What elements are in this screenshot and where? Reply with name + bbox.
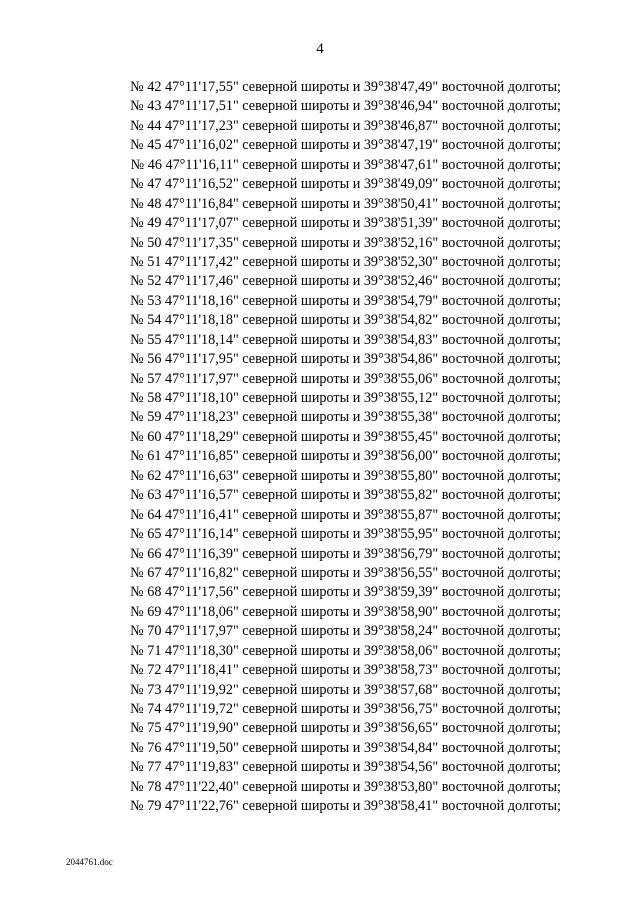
coordinate-text: № 64 47°11'16,41" северной широты и 39°38'55,87" восточной долготы;: [130, 506, 561, 523]
coordinate-line: [0, 486, 640, 505]
coordinate-line: [0, 739, 640, 758]
coordinate-line: [0, 681, 640, 700]
coordinate-line: [0, 778, 640, 797]
coordinate-text: № 42 47°11'17,55" северной широты и 39°38'47,49" восточной долготы;: [130, 79, 561, 95]
coordinate-text: № 60 47°11'18,29" северной широты и 39°38'55,45" восточной долготы;: [130, 428, 561, 445]
coordinate-text: № 79 47°11'22,76" северной широты и 39°38'58,41" восточной долготы;: [130, 798, 561, 815]
coordinate-line: [0, 78, 640, 97]
coordinate-text: № 69 47°11'18,06" северной широты и 39°38'58,90" восточной долготы;: [130, 603, 561, 620]
coordinate-text: № 66 47°11'16,39" северной широты и 39°38'56,79" восточной долготы;: [130, 545, 561, 562]
coordinate-text: № 55 47°11'18,14" северной широты и 39°38'54,83" восточной долготы;: [130, 331, 561, 348]
coordinate-line: [0, 253, 640, 272]
coordinate-text: № 51 47°11'17,42" северной широты и 39°38'52,30" восточной долготы;: [130, 253, 561, 270]
coordinate-line: [0, 408, 640, 427]
coordinate-line: [0, 545, 640, 564]
coordinate-text: № 73 47°11'19,92" северной широты и 39°38'57,68" восточной долготы;: [130, 681, 561, 698]
coordinate-text: № 57 47°11'17,97" северной широты и 39°38'55,06" восточной долготы;: [130, 370, 561, 387]
coordinate-list: [0, 78, 640, 817]
coordinate-text: № 46 47°11'16,11" северной широты и 39°38'47,61" восточной долготы;: [130, 156, 561, 173]
coordinate-line: [0, 428, 640, 447]
coordinate-line: [0, 234, 640, 253]
coordinate-text: № 47 47°11'16,52" северной широты и 39°38'49,09" восточной долготы;: [130, 176, 561, 193]
coordinate-text: № 77 47°11'19,83" северной широты и 39°38'54,56" восточной долготы;: [130, 759, 561, 776]
coordinate-line: [0, 331, 640, 350]
coordinate-text: № 43 47°11'17,51" северной широты и 39°38'46,94" восточной долготы;: [130, 98, 561, 115]
coordinate-line: [0, 661, 640, 680]
page-number: 4: [316, 41, 324, 57]
coordinate-line: [0, 642, 640, 661]
coordinate-text: № 70 47°11'17,97" северной широты и 39°38'58,24" восточной долготы;: [130, 623, 561, 640]
coordinate-line: [0, 467, 640, 486]
coordinate-line: [0, 311, 640, 330]
coordinate-text: № 50 47°11'17,35" северной широты и 39°38'52,16" восточной долготы;: [130, 234, 561, 251]
coordinate-text: № 78 47°11'22,40" северной широты и 39°38'53,80" восточной долготы;: [130, 778, 561, 795]
coordinate-text: № 65 47°11'16,14" северной широты и 39°38'55,95" восточной долготы;: [130, 526, 561, 543]
coordinate-text: № 44 47°11'17,23" северной широты и 39°38'46,87" восточной долготы;: [130, 117, 561, 134]
coordinate-line: [0, 350, 640, 369]
coordinate-line: [0, 797, 640, 816]
coordinate-line: [0, 389, 640, 408]
coordinate-text: № 45 47°11'16,02" северной широты и 39°38'47,19" восточной долготы;: [130, 137, 561, 154]
coordinate-line: [0, 700, 640, 719]
coordinate-text: № 62 47°11'16,63" северной широты и 39°38'55,80" восточной долготы;: [130, 467, 561, 484]
coordinate-line: [0, 506, 640, 525]
coordinate-line: [0, 583, 640, 602]
coordinate-line: [0, 117, 640, 136]
coordinate-text: № 49 47°11'17,07" северной широты и 39°38'51,39" восточной долготы;: [130, 215, 561, 232]
coordinate-line: [0, 603, 640, 622]
coordinate-line: [0, 370, 640, 389]
coordinate-line: [0, 214, 640, 233]
coordinate-line: [0, 622, 640, 641]
coordinate-line: [0, 447, 640, 466]
coordinate-text: № 74 47°11'19,72" северной широты и 39°38'56,75" восточной долготы;: [130, 701, 561, 717]
coordinate-line: [0, 156, 640, 175]
coordinate-text: № 59 47°11'18,23" северной широты и 39°38'55,38" восточной долготы;: [130, 409, 561, 426]
footer-filename: 2044761.doc: [66, 857, 113, 867]
coordinate-line: [0, 758, 640, 777]
coordinate-text: № 71 47°11'18,30" северной широты и 39°38'58,06" восточной долготы;: [130, 642, 561, 659]
coordinate-line: [0, 292, 640, 311]
coordinate-text: № 63 47°11'16,57" северной широты и 39°38'55,82" восточной долготы;: [130, 487, 561, 504]
coordinate-text: № 67 47°11'16,82" северной широты и 39°38'56,55" восточной долготы;: [130, 564, 561, 581]
coordinate-text: № 54 47°11'18,18" северной широты и 39°38'54,82" восточной долготы;: [130, 312, 561, 329]
coordinate-line: [0, 564, 640, 583]
coordinate-line: [0, 175, 640, 194]
coordinate-line: [0, 525, 640, 544]
coordinate-line: [0, 272, 640, 291]
coordinate-text: № 53 47°11'18,16" северной широты и 39°38'54,79" восточной долготы;: [130, 292, 561, 309]
coordinate-text: № 68 47°11'17,56" северной широты и 39°38'59,39" восточной долготы;: [130, 584, 561, 601]
coordinate-text: № 52 47°11'17,46" северной широты и 39°38'52,46" восточной долготы;: [130, 273, 561, 290]
coordinate-line: [0, 97, 640, 116]
coordinate-text: № 75 47°11'19,90" северной широты и 39°38'56,65" восточной долготы;: [130, 720, 561, 737]
coordinate-text: № 48 47°11'16,84" северной широты и 39°38'50,41" восточной долготы;: [130, 195, 561, 212]
coordinate-text: № 58 47°11'18,10" северной широты и 39°38'55,12" восточной долготы;: [130, 390, 561, 406]
coordinate-text: № 56 47°11'17,95" северной широты и 39°38'54,86" восточной долготы;: [130, 351, 561, 368]
coordinate-text: № 72 47°11'18,41" северной широты и 39°38'58,73" восточной долготы;: [130, 662, 561, 679]
coordinate-line: [0, 719, 640, 738]
coordinate-line: [0, 136, 640, 155]
coordinate-text: № 61 47°11'16,85" северной широты и 39°38'56,00" восточной долготы;: [130, 448, 561, 465]
coordinate-text: № 76 47°11'19,50" северной широты и 39°38'54,84" восточной долготы;: [130, 739, 561, 756]
coordinate-line: [0, 195, 640, 214]
